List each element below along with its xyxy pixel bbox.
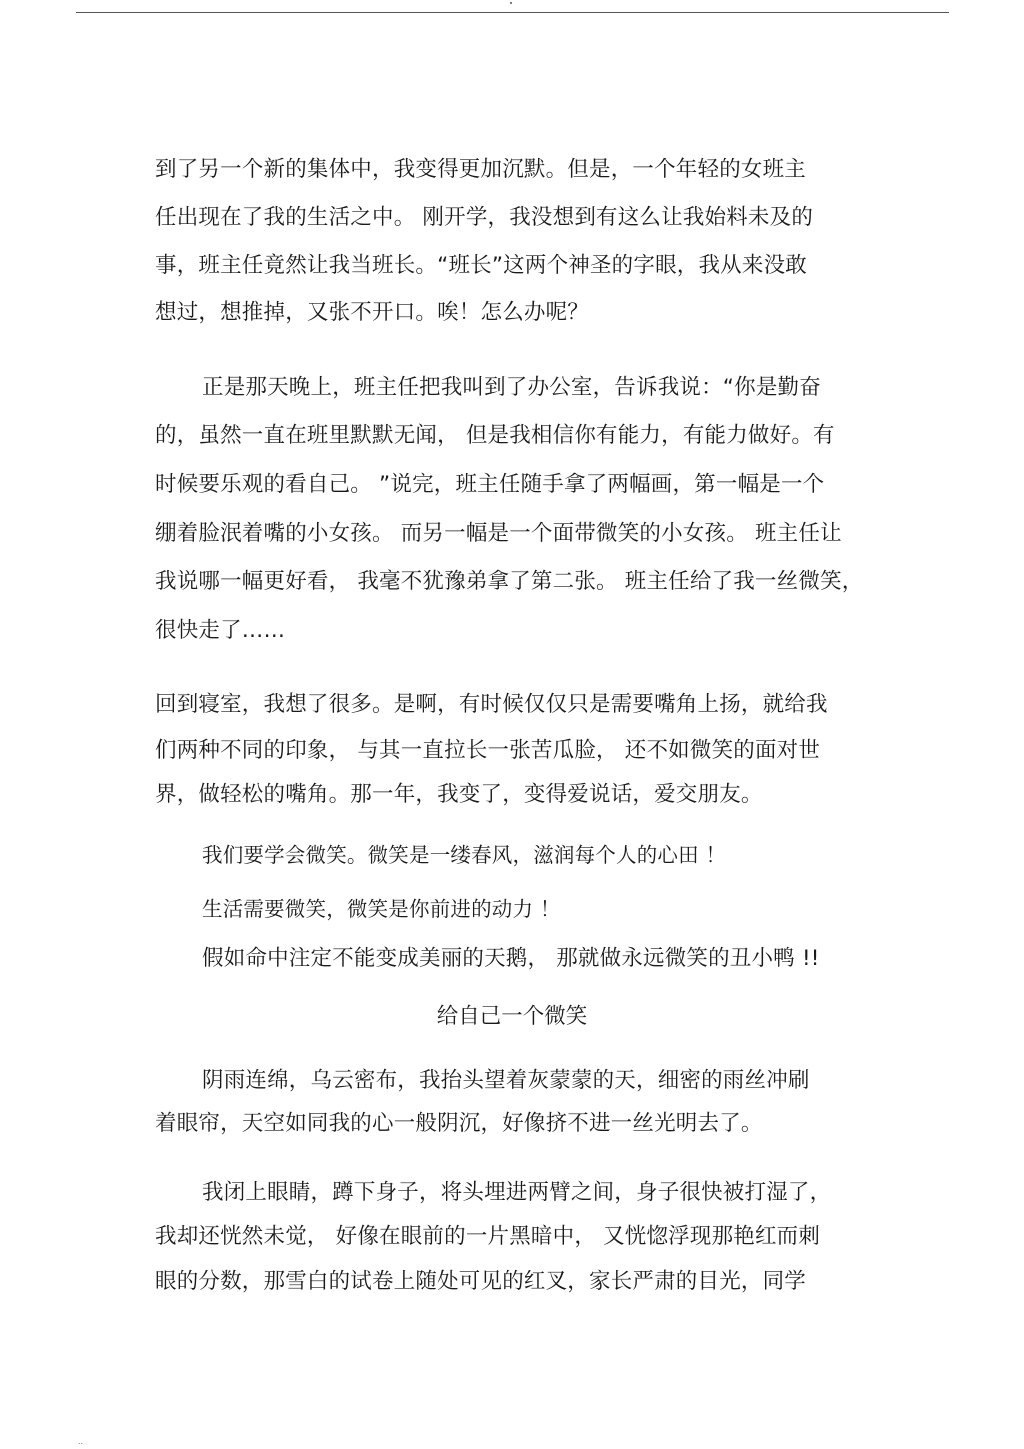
paragraph-4-line-2: 着眼帘，天空如同我的心一般阴沉，好像挤不进一丝光明去了。 xyxy=(155,1111,763,1136)
statement-line-3: 假如命中注定不能变成美丽的天鹅， 那就做永远微笑的丑小鸭 !! xyxy=(202,946,820,971)
paragraph-4-line-1: 阴雨连绵，乌云密布，我抬头望着灰蒙蒙的天，细密的雨丝冲刷 xyxy=(202,1068,810,1093)
paragraph-2-line-2: 的，虽然一直在班里默默无闻， 但是我相信你有能力，有能力做好。有 xyxy=(155,423,835,448)
paragraph-5-line-2: 我却还恍然未觉， 好像在眼前的一片黑暗中， 又恍惚浮现那艳红而刺 xyxy=(155,1224,821,1249)
paragraph-3-line-2: 们两种不同的印象， 与其一直拉长一张苦瓜脸， 还不如微笑的面对世 xyxy=(155,738,821,763)
footer-marker: .. xyxy=(78,1437,84,1446)
paragraph-3-line-1: 回到寝室，我想了很多。是啊，有时候仅仅只是需要嘴角上扬，就给我 xyxy=(155,692,828,717)
paragraph-5-line-3: 眼的分数，那雪白的试卷上随处可见的红叉，家长严肃的目光，同学 xyxy=(155,1269,807,1294)
paragraph-1-line-1: 到了另一个新的集体中，我变得更加沉默。但是，一个年轻的女班主 xyxy=(155,157,807,182)
header-marker xyxy=(510,2,512,4)
paragraph-2-line-1: 正是那天晚上，班主任把我叫到了办公室，告诉我说：“你是勤奋 xyxy=(202,375,821,400)
paragraph-2-line-5: 我说哪一幅更好看， 我毫不犹豫弟拿了第二张。 班主任给了我一丝微笑， xyxy=(155,569,864,594)
paragraph-1-line-2: 任出现在了我的生活之中。 刚开学，我没想到有这么让我始料未及的 xyxy=(155,205,814,230)
paragraph-2-line-6: 很快走了…… xyxy=(155,618,286,643)
paragraph-1-line-3: 事，班主任竟然让我当班长。“班长”这两个神圣的字眼，我从来没敢 xyxy=(155,253,807,278)
paragraph-3-line-3: 界，做轻松的嘴角。那一年，我变了，变得爱说话，爱交朋友。 xyxy=(155,782,763,807)
paragraph-2-line-4: 绷着脸泯着嘴的小女孩。 而另一幅是一个面带微笑的小女孩。 班主任让 xyxy=(155,521,842,546)
essay-title: 给自己一个微笑 xyxy=(436,1004,588,1029)
paragraph-5-line-1: 我闭上眼睛，蹲下身子，将头埋进两臂之间，身子很快被打湿了， xyxy=(202,1180,832,1205)
paragraph-1-line-4: 想过，想推掉，又张不开口。唉！怎么办呢？ xyxy=(155,300,590,325)
statement-line-1: 我们要学会微笑。微笑是一缕春风，滋润每个人的心田 ！ xyxy=(202,843,727,867)
header-rule xyxy=(76,12,949,13)
statement-line-2: 生活需要微笑，微笑是你前进的动力 ！ xyxy=(202,897,561,921)
paragraph-2-line-3: 时候要乐观的看自己。 ”说完，班主任随手拿了两幅画，第一幅是一个 xyxy=(155,472,825,497)
